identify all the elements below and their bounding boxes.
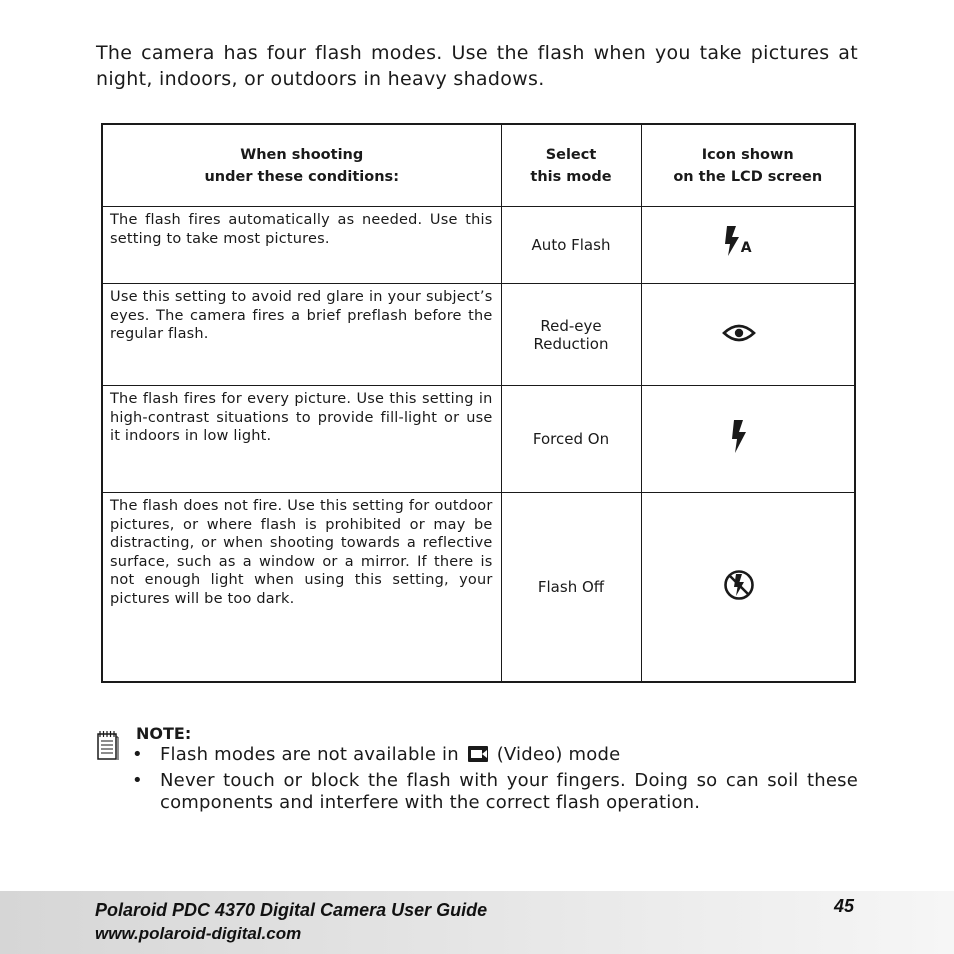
flash-auto-icon: A: [722, 226, 756, 260]
list-item: • Flash modes are not available in (Video) mode: [132, 744, 858, 770]
red-eye-icon: [722, 323, 756, 343]
header-mode: Select this mode: [501, 124, 641, 207]
table-row: [102, 493, 855, 682]
table-row: [102, 386, 855, 493]
footer-title: Polaroid PDC 4370 Digital Camera User Guide: [95, 900, 488, 920]
mode-red-eye: Red-eye Reduction: [501, 284, 641, 386]
video-camera-icon: [467, 745, 489, 770]
table-header-row: [102, 124, 855, 207]
mode-forced-on: Forced On: [501, 386, 641, 493]
flash-off-icon: [723, 569, 755, 601]
header-conditions: When shooting under these conditions:: [102, 124, 501, 207]
intro-paragraph: The camera has four flash modes. Use the flash when you take pictures at night, indoors, or outdoors in heavy shadows.: [96, 42, 858, 90]
condition-flash-off: The flash does not fire. Use this setting for outdoor pictures, or where flash is prohibited or may be distracting, or when shooting towards a reflective surface, such as a window or a mirror. If there is not enough light when using this setting, your pictures will be too dark.: [102, 493, 501, 682]
condition-auto-flash: The flash fires automatically as needed. Use this setting to take most pictures.: [102, 207, 501, 284]
flash-modes-table: [101, 123, 856, 683]
page-number: 45: [834, 896, 855, 916]
condition-forced-on: The flash fires for every picture. Use this setting in high-contrast situations to provide fill-light or use it indoors in low light.: [102, 386, 501, 493]
note-label: NOTE:: [136, 724, 192, 743]
table-row: [102, 284, 855, 386]
page-footer: [0, 891, 954, 954]
mode-flash-off: Flash Off: [501, 493, 641, 682]
note-list: [132, 744, 858, 815]
condition-red-eye: Use this setting to avoid red glare in your subject’s eyes. The camera fires a brief preflash before the regular flash.: [102, 284, 501, 386]
flash-forced-icon: [729, 420, 749, 454]
footer-url: www.polaroid-digital.com: [95, 924, 302, 943]
note-pad-icon: [96, 729, 120, 761]
header-icon: Icon shown on the LCD screen: [641, 124, 855, 207]
mode-auto-flash: Auto Flash: [501, 207, 641, 284]
list-item: • Never touch or block the flash with your fingers. Doing so can soil these components and interfere with the correct flash operation.: [132, 770, 858, 815]
table-row: [102, 207, 855, 284]
